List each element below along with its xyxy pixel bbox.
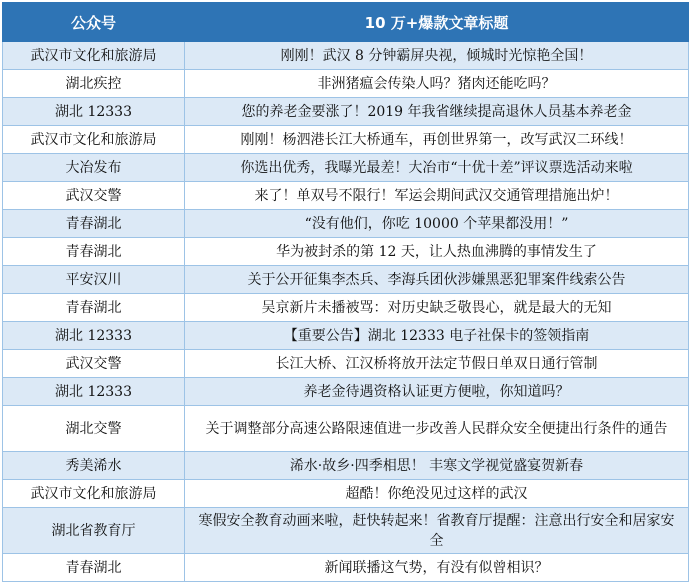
table-row [3,350,689,378]
header-title: 10 万+爆款文章标题 [185,3,689,42]
account-cell: 平安汉川 [3,266,185,294]
table-row [3,406,689,452]
table-row [3,378,689,406]
header-row [3,3,689,42]
table-row [3,70,689,98]
title-cell: 寒假安全教育动画来啦，赶快转起来！省教育厅提醒：注意出行安全和居家安全 [185,508,689,554]
account-cell: 湖北 12333 [3,98,185,126]
table-row [3,210,689,238]
table-row [3,266,689,294]
account-cell: 大冶发布 [3,154,185,182]
title-cell: 吴京新片未播被骂：对历史缺乏敬畏心，就是最大的无知 [185,294,689,322]
table-row [3,480,689,508]
table-row [3,238,689,266]
articles-table [2,2,689,582]
title-cell: 【重要公告】湖北 12333 电子社保卡的签领指南 [185,322,689,350]
table-row [3,322,689,350]
table-row [3,554,689,582]
title-cell: 你选出优秀，我曝光最差！大冶市“十优十差”评议票选活动来啦 [185,154,689,182]
table-row [3,182,689,210]
account-cell: 武汉交警 [3,182,185,210]
account-cell: 青春湖北 [3,554,185,582]
table-row [3,154,689,182]
account-cell: 湖北疾控 [3,70,185,98]
title-cell: 浠水·故乡·四季相思！ 丰寒文学视觉盛宴贺新春 [185,452,689,480]
table-row [3,452,689,480]
title-cell: “没有他们，你吃 10000 个苹果都没用！” [185,210,689,238]
table-row [3,508,689,554]
title-cell: 新闻联播这气势，有没有似曾相识？ [185,554,689,582]
account-cell: 武汉市文化和旅游局 [3,480,185,508]
table-row [3,98,689,126]
title-cell: 刚刚！杨泗港长江大桥通车，再创世界第一，改写武汉二环线！ [185,126,689,154]
table-row [3,294,689,322]
account-cell: 青春湖北 [3,294,185,322]
header-account: 公众号 [3,3,185,42]
title-cell: 长江大桥、江汉桥将放开法定节假日单双日通行管制 [185,350,689,378]
table-row [3,42,689,70]
table-row [3,126,689,154]
account-cell: 湖北交警 [3,406,185,452]
account-cell: 湖北省教育厅 [3,508,185,554]
title-cell: 养老金待遇资格认证更方便啦，你知道吗？ [185,378,689,406]
account-cell: 武汉市文化和旅游局 [3,126,185,154]
title-cell: 关于调整部分高速公路限速值进一步改善人民群众安全便捷出行条件的通告 [185,406,689,452]
title-cell: 来了！单双号不限行！军运会期间武汉交通管理措施出炉！ [185,182,689,210]
title-cell: 华为被封杀的第 12 天，让人热血沸腾的事情发生了 [185,238,689,266]
account-cell: 武汉市文化和旅游局 [3,42,185,70]
title-cell: 您的养老金要涨了！2019 年我省继续提高退休人员基本养老金 [185,98,689,126]
account-cell: 湖北 12333 [3,322,185,350]
account-cell: 秀美浠水 [3,452,185,480]
title-cell: 非洲猪瘟会传染人吗？猪肉还能吃吗？ [185,70,689,98]
account-cell: 青春湖北 [3,210,185,238]
account-cell: 武汉交警 [3,350,185,378]
title-cell: 刚刚！武汉 8 分钟霸屏央视，倾城时光惊艳全国！ [185,42,689,70]
title-cell: 超酷！你绝没见过这样的武汉 [185,480,689,508]
account-cell: 青春湖北 [3,238,185,266]
account-cell: 湖北 12333 [3,378,185,406]
title-cell: 关于公开征集李杰兵、李海兵团伙涉嫌黑恶犯罪案件线索公告 [185,266,689,294]
